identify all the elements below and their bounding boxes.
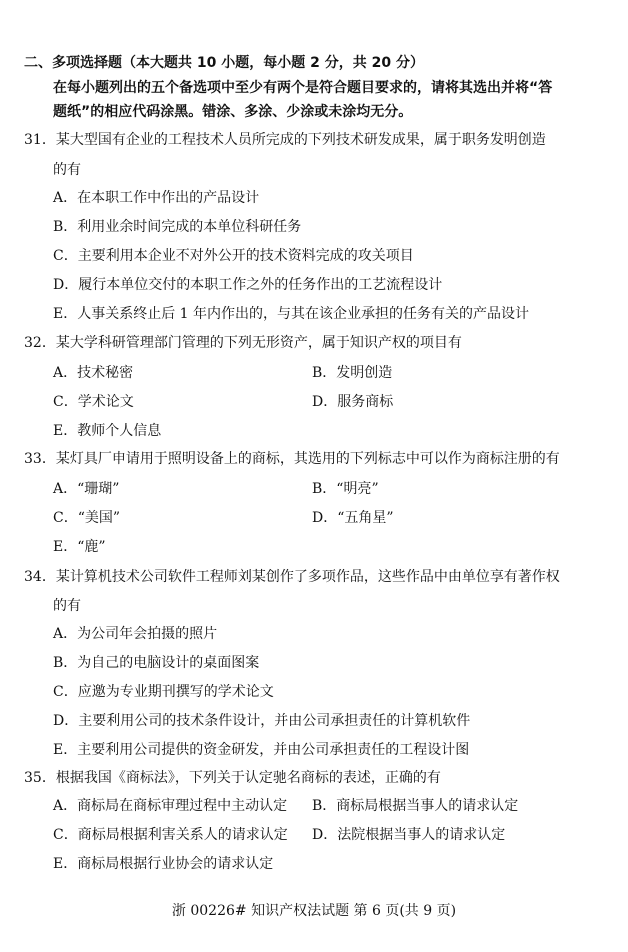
question-33-stem: 33．某灯具厂申请用于照明设备上的商标，其选用的下列标志中可以作为商标注册的有	[24, 451, 560, 467]
question-34-stem: 34．某计算机技术公司软件工程师刘某创作了多项作品，这些作品中由单位享有著作权	[24, 569, 560, 585]
question-34-stem-continued: 的有	[53, 598, 81, 614]
question-35-option-c: C．商标局根据利害关系人的请求认定	[53, 827, 288, 843]
question-35-option-d: D．法院根据当事人的请求认定	[312, 827, 506, 843]
section-instruction-line-2: 题纸”的相应代码涂黑。错涂、多涂、少涂或未涂均无分。	[53, 104, 413, 120]
question-33-option-a: A．“珊瑚”	[53, 481, 120, 497]
question-32-stem: 32．某大学科研管理部门管理的下列无形资产，属于知识产权的项目有	[24, 335, 462, 351]
section-heading: 二、多项选择题（本大题共 10 小题，每小题 2 分，共 20 分）	[24, 55, 424, 71]
question-31-option-c: C．主要利用本企业不对外公开的技术资料完成的攻关项目	[53, 248, 414, 264]
question-33-option-b: B．“明亮”	[312, 481, 379, 497]
question-31-stem-continued: 的有	[53, 162, 81, 178]
section-instruction-line-1: 在每小题列出的五个备选项中至少有两个是符合题目要求的，请将其选出并将“答	[53, 80, 553, 96]
question-34-option-d: D．主要利用公司的技术条件设计，并由公司承担责任的计算机软件	[53, 713, 471, 729]
question-33-option-c: C．“美国”	[53, 510, 121, 526]
question-33-option-d: D．“五角星”	[312, 510, 394, 526]
question-31-option-a: A．在本职工作中作出的产品设计	[53, 190, 260, 206]
question-34-option-b: B．为自己的电脑设计的桌面图案	[53, 655, 260, 671]
question-35-option-b: B．商标局根据当事人的请求认定	[312, 798, 519, 814]
question-32-option-c: C．学术论文	[53, 394, 134, 410]
question-32-option-d: D．服务商标	[312, 394, 394, 410]
question-31-option-b: B．利用业余时间完成的本单位科研任务	[53, 219, 302, 235]
question-34-option-a: A．为公司年会拍摄的照片	[53, 626, 218, 642]
question-31-option-d: D．履行本单位交付的本职工作之外的任务作出的工艺流程设计	[53, 277, 443, 293]
question-31-option-e: E．人事关系终止后 1 年内作出的，与其在该企业承担的任务有关的产品设计	[53, 306, 530, 322]
question-31-stem: 31．某大型国有企业的工程技术人员所完成的下列技术研发成果，属于职务发明创造	[24, 132, 546, 148]
question-32-option-e: E．教师个人信息	[53, 423, 162, 439]
question-35-stem: 35．根据我国《商标法》，下列关于认定驰名商标的表述，正确的有	[24, 770, 441, 786]
question-34-option-e: E．主要利用公司提供的资金研发，并由公司承担责任的工程设计图	[53, 742, 470, 758]
page-footer: 浙 00226# 知识产权法试题 第 6 页(共 9 页)	[171, 903, 457, 919]
question-35-option-e: E．商标局根据行业协会的请求认定	[53, 856, 274, 872]
question-34-option-c: C．应邀为专业期刊撰写的学术论文	[53, 684, 274, 700]
question-32-option-a: A．技术秘密	[53, 365, 134, 381]
question-33-option-e: E．“鹿”	[53, 539, 106, 555]
question-35-option-a: A．商标局在商标审理过程中主动认定	[53, 798, 288, 814]
question-32-option-b: B．发明创造	[312, 365, 393, 381]
